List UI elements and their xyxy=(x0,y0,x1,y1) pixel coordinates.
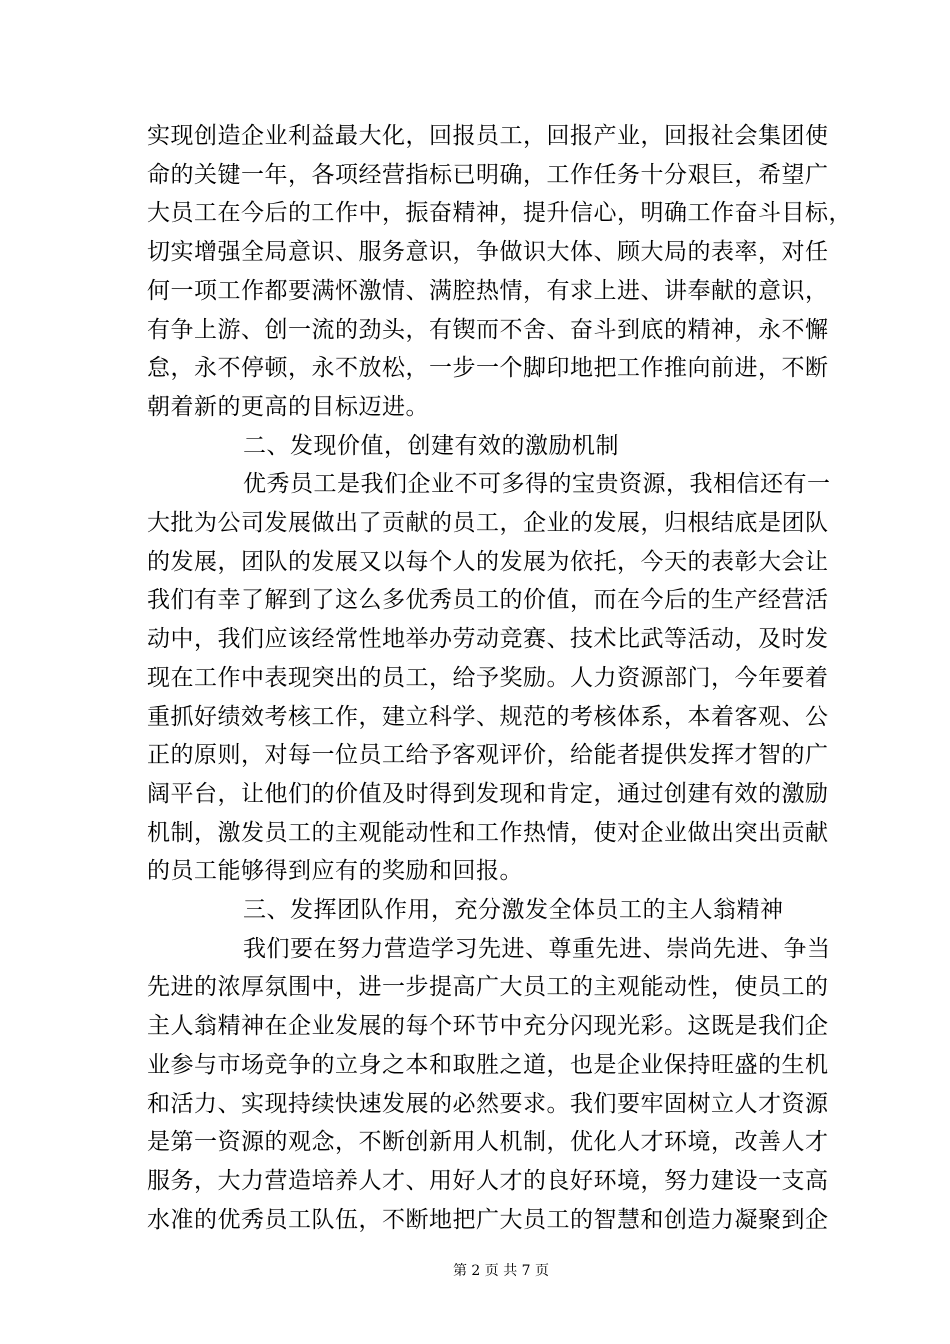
body-text-line: 水准的优秀员工队伍，不断地把广大员工的智慧和创造力凝聚到企 xyxy=(147,1207,829,1233)
body-text-line: 优秀员工是我们企业不可多得的宝贵资源，我相信还有一 xyxy=(243,471,831,497)
body-text-line: 动中，我们应该经常性地举办劳动竞赛、技术比武等活动，及时发 xyxy=(147,626,829,652)
body-text-line: 阔平台，让他们的价值及时得到发现和肯定，通过创建有效的激励 xyxy=(147,781,829,807)
body-text-line: 何一项工作都要满怀激情、满腔热情，有求上进、讲奉献的意识， xyxy=(147,278,829,304)
page-number-footer: 第 2 页 共 7 页 xyxy=(452,1263,550,1279)
section-heading: 二、发现价值，创建有效的激励机制 xyxy=(243,433,619,459)
body-text-line: 先进的浓厚氛围中，进一步提高广大员工的主观能动性，使员工的 xyxy=(147,974,829,1000)
body-text-line: 命的关键一年，各项经营指标已明确，工作任务十分艰巨，希望广 xyxy=(147,162,829,188)
body-text-line: 业参与市场竞争的立身之本和取胜之道，也是企业保持旺盛的生机 xyxy=(147,1052,829,1078)
body-text-line: 正的原则，对每一位员工给予客观评价，给能者提供发挥才智的广 xyxy=(147,742,829,768)
body-text-line: 大员工在今后的工作中，振奋精神，提升信心，明确工作奋斗目标， xyxy=(147,200,852,226)
section-heading: 三、发挥团队作用，充分激发全体员工的主人翁精神 xyxy=(243,897,784,923)
body-text-line: 现在工作中表现突出的员工，给予奖励。人力资源部门，今年要着 xyxy=(147,665,829,691)
body-text-line: 主人翁精神在企业发展的每个环节中充分闪现光彩。这既是我们企 xyxy=(147,1013,829,1039)
body-text-line: 机制，激发员工的主观能动性和工作热情，使对企业做出突出贡献 xyxy=(147,820,829,846)
body-text-line: 服务，大力营造培养人才、用好人才的良好环境，努力建设一支高 xyxy=(147,1168,829,1194)
body-text-line: 我们要在努力营造学习先进、尊重先进、崇尚先进、争当 xyxy=(243,936,831,962)
body-text-line: 和活力、实现持续快速发展的必然要求。我们要牢固树立人才资源 xyxy=(147,1091,829,1117)
body-text-line: 的发展，团队的发展又以每个人的发展为依托，今天的表彰大会让 xyxy=(147,549,829,575)
body-text-line: 大批为公司发展做出了贡献的员工，企业的发展，归根结底是团队 xyxy=(147,510,829,536)
body-text-line: 怠，永不停顿，永不放松，一步一个脚印地把工作推向前进，不断 xyxy=(147,355,829,381)
body-text-line: 重抓好绩效考核工作，建立科学、规范的考核体系，本着客观、公 xyxy=(147,704,829,730)
body-text-line: 是第一资源的观念，不断创新用人机制，优化人才环境，改善人才 xyxy=(147,1129,829,1155)
body-text-line: 我们有幸了解到了这么多优秀员工的价值，而在今后的生产经营活 xyxy=(147,587,829,613)
body-text-line: 有争上游、创一流的劲头，有锲而不舍、奋斗到底的精神，永不懈 xyxy=(147,317,829,343)
body-text-line: 实现创造企业利益最大化，回报员工，回报产业，回报社会集团使 xyxy=(147,123,829,149)
body-text-line: 切实增强全局意识、服务意识，争做识大体、顾大局的表率，对任 xyxy=(147,239,829,265)
body-text-line: 的员工能够得到应有的奖励和回报。 xyxy=(147,858,523,884)
body-text-line: 朝着新的更高的目标迈进。 xyxy=(147,394,429,420)
